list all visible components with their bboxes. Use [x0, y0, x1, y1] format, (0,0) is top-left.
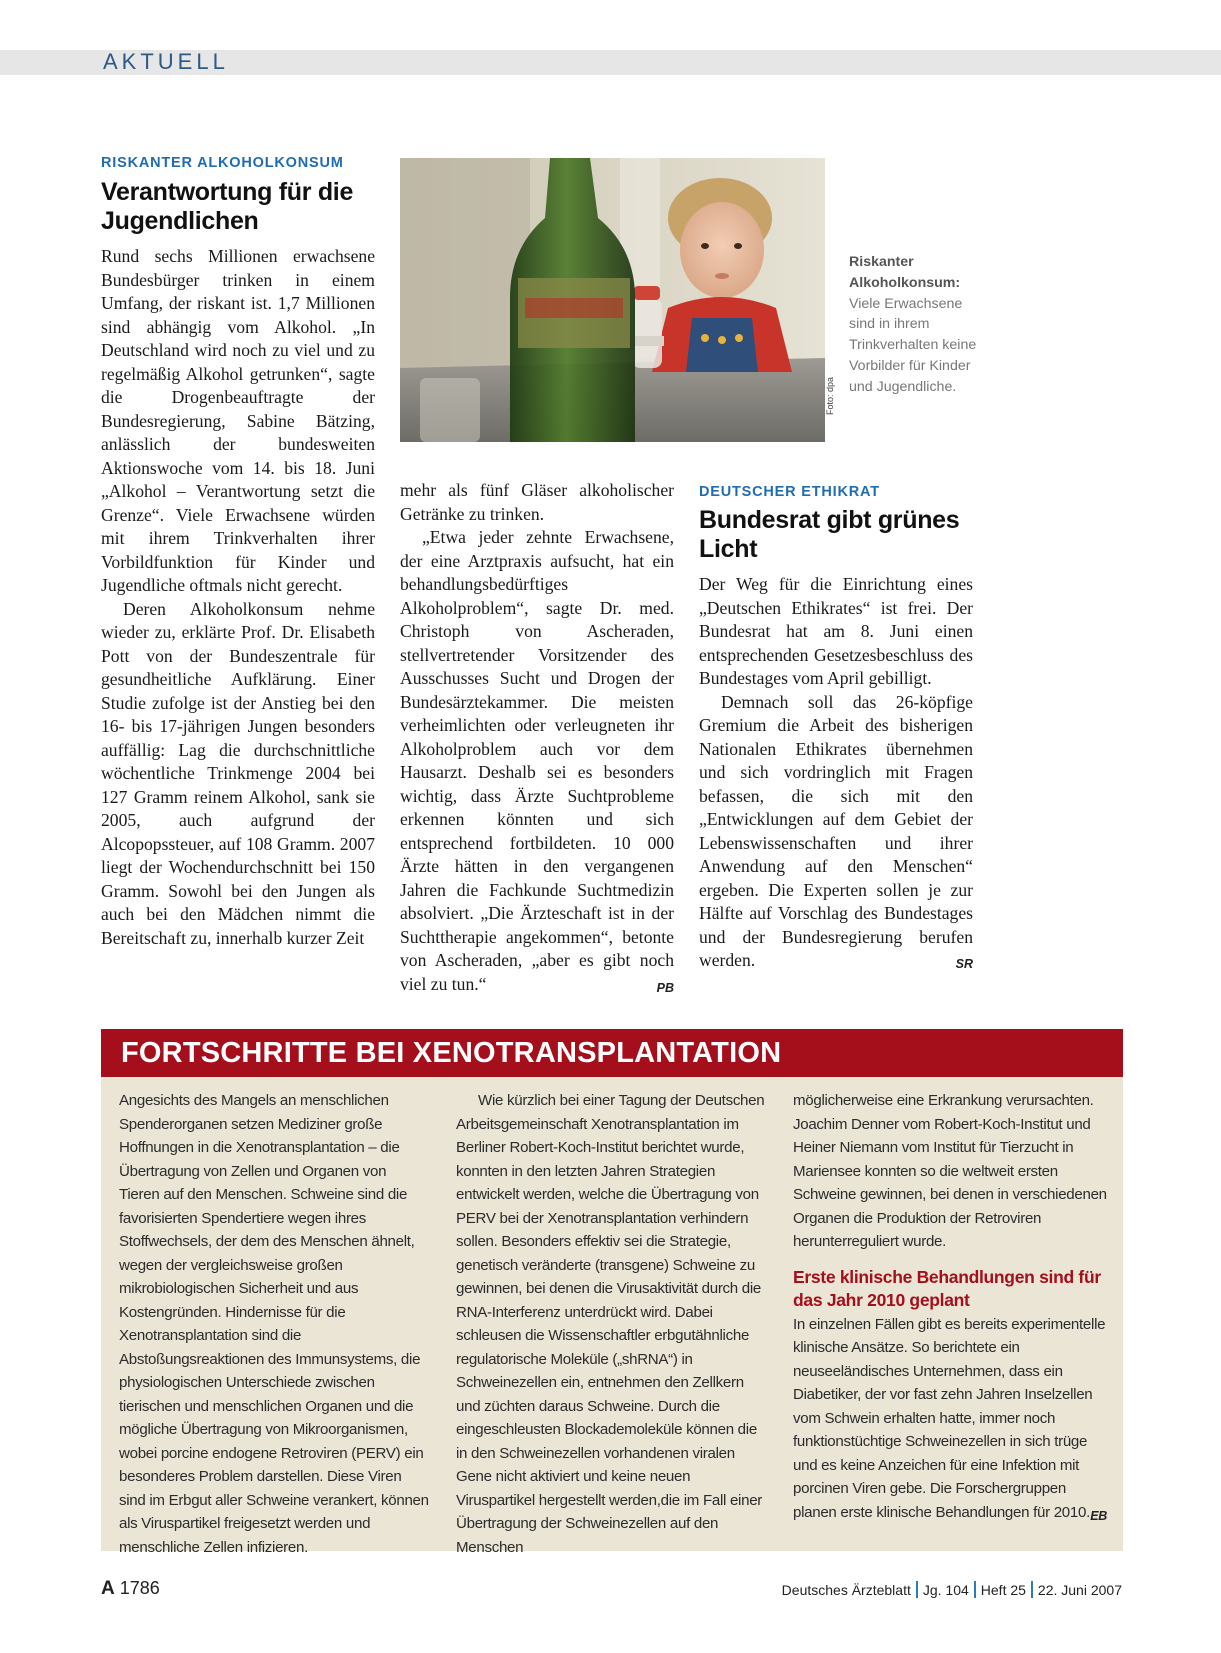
journal-issue: Heft 25: [980, 1582, 1026, 1598]
infobox-paragraph-4-text: In einzelnen Fällen gibt es bereits experimentelle klinische Ansätze. So berichtete ein neuseeländisches Unternehmen, dass ein Diabetiker, der vor fast zehn Jahren Inselzellen vom Schwein erhalten hatte, immer noch funktionstüchtige Schweinezellen in sich trüge und es keine Anzeichen für eine Infektion mit porcinen Viren gebe. Die Forschergruppen planen erste klinische Behandlungen für 2010.: [793, 1315, 1106, 1521]
infobox-paragraph-3: möglicherweise eine Erkrankung verursachten. Joachim Denner vom Robert-Koch-Institut und Heiner Niemann vom Institut für Tierzucht in Mariensee konnten so die weltweit ersten Schweine gewinnen, bei denen in verschiedenen Organen die Produktion der Retroviren herunterreguliert wurde.: [793, 1092, 1107, 1250]
footer-separator: [974, 1581, 976, 1598]
infobox-column-3: [793, 1089, 1107, 1528]
journal-volume: Jg. 104: [922, 1582, 969, 1598]
article2-paragraph-2-text: Demnach soll das 26-köpfige Gremium die Arbeit des bisherigen Nationalen Ethikrates übernehmen und sich vordringlich mit Fragen befassen, die sich mit den „Entwicklungen auf dem Gebiet der Lebenswissenschaften und ihrer Anwendung auf den Menschen“ ergeben. Die Experten sollen je zur Hälfte auf Vorschlag des Bundestages und der Bundesregierung berufen werden.: [699, 691, 973, 970]
infobox-title: FORTSCHRITTE BEI XENOTRANSPLANTATION: [121, 1037, 782, 1069]
section-label: AKTUELL: [103, 49, 229, 74]
page-number-value: 1786: [119, 1578, 160, 1598]
article1-column-2: [400, 479, 674, 1000]
article1-paragraph-3: mehr als fünf Gläser alkoholischer Getränke zu trinken.: [400, 480, 674, 524]
page-number: [101, 1578, 160, 1600]
footer-separator: [916, 1581, 918, 1598]
infobox-subheading: Erste klinische Behandlungen sind für das Jahr 2010 geplant: [793, 1266, 1101, 1310]
article1-column-1: [101, 245, 375, 950]
infobox-column-2: [456, 1089, 766, 1559]
article1-headline: Verantwortung für die Jugendlichen: [101, 178, 354, 235]
photo-credit: Foto: dpa: [825, 376, 835, 415]
article2-author-signature: SR: [955, 957, 973, 971]
article2-paragraph-2: [699, 691, 973, 973]
article1-author-signature: PB: [656, 980, 674, 995]
infobox-author-signature: EB: [1090, 1508, 1107, 1523]
article1-paragraph-2: Deren Alkoholkonsum nehme wieder zu, erklärte Prof. Dr. Elisabeth Pott von der Bundeszentrale für gesundheitliche Aufklärung. Einer Studie zufolge ist der Anstieg bei den 16- bis 17-jährigen Jungen besonders auffällig: Lag die durchschnittliche wöchentliche Trinkmenge 2004 bei 127 Gramm reinem Alkohol, sank sie 2005, auch aufgrund der Alcopopssteuer, auf 108 Gramm. 2007 liegt der Wochendurchschnitt bei 150 Gramm. Sowohl bei den Jungen als auch bei den Mädchen nimmt die Bereitschaft zu, innerhalb kurzer Zeit: [101, 598, 375, 948]
article2-paragraph-1: Der Weg für die Einrichtung eines „Deutschen Ethikrates“ ist frei. Der Bundesrat hat am 8. Juni einen entsprechenden Gesetzesbeschluss des Bundestages vom April gebilligt.: [699, 574, 973, 688]
article1-paragraph-4-text: „Etwa jeder zehnte Erwachsene, der eine Arztpraxis aufsucht, hat ein behandlungsbedürftiges Alkoholproblem“, sagte Dr. med. Christoph von Ascheraden, stellvertretender Vorsitzender des Ausschusses Sucht und Drogen der Bundesärztekammer. Die meisten verheimlichten oder verleugneten ihr Alkoholproblem auch vor dem Hausarzt. Deshalb sei es besonders wichtig, dass Ärzte Suchtprobleme erkennen könnten und sich entsprechend fortbildeten. 10 000 Ärzte hätten in den vergangenen Jahren die Fachkunde Suchtmedizin absolviert. „Die Ärzteschaft ist in der Suchttherapie angekommen“, betonte von Ascheraden, „aber es gibt noch viel zu tun.“: [400, 527, 674, 994]
photo-caption-text: Viele Erwachsene sind in ihrem Trinkverhalten keine Vorbilder für Kinder und Jugendliche.: [849, 295, 977, 395]
infobox-paragraph-1: Angesichts des Mangels an menschlichen Spenderorganen setzen Mediziner große Hoffnungen in die Xenotransplantation – die Übertragung von Zellen und Organen von Tieren auf den Menschen. Schweine sind die favorisierten Spendertiere wegen ihres Stoffwechsels, der dem des Menschen ähnelt, wegen der vergleichsweise großen mikrobiologischen Sicherheit und aus Kostengründen. Hindernisse für die Xenotransplantation sind die Abstoßungsreaktionen des Immunsystems, die physiologischen Unterschiede zwischen tierischen und menschlichen Organen und die mögliche Übertragung von Mikroorganismen, wobei porcine endogene Retroviren (PERV) ein besonderes Problem darstellen. Diese Viren sind im Erbgut aller Schweine verankert, können als Viruspartikel freigesetzt werden und menschliche Zellen infizieren.: [119, 1092, 429, 1556]
journal-name: Deutsches Ärzteblatt: [781, 1582, 911, 1598]
infobox-column-1: [119, 1089, 429, 1559]
infobox-paragraph-2: Wie kürzlich bei einer Tagung der Deutschen Arbeitsgemeinschaft Xenotransplantation im Berliner Robert-Koch-Institut berichtet wurde, konnten in den letzten Jahren Strategien entwickelt werden, welche die Übertragung von PERV bei der Xenotransplantation verhindern sollen. Besonders effektiv sei die Strategie, genetisch veränderte (transgene) Schweine zu gewinnen, bei denen die Virusaktivität durch die RNA-Interferenz unterdrückt wird. Dabei schleusen die Wissenschaftler erbgutähnliche regulatorische Moleküle („shRNA“) in Schweinezellen ein, entnehmen den Zellkern und züchten daraus Schweine. Durch die eingeschleusten Blockademoleküle können die in den Schweinezellen vorhandenen viralen Gene nicht aktiviert und keine neuen Viruspartikel hergestellt werden,die im Fall einer Übertragung der Schweinezellen auf den Menschen: [456, 1092, 765, 1556]
article2-kicker: DEUTSCHER ETHIKRAT: [699, 484, 880, 500]
footer-separator: [1031, 1581, 1033, 1598]
article1-paragraph-1: Rund sechs Millionen erwachsene Bundesbürger trinken in einem Umfang, der riskant ist. 1,7 Millionen sind abhängig vom Alkohol. „In Deutschland wird noch zu viel und zu regelmäßig Alkohol getrunken“, sagte die Drogenbeauftragte der Bundesregierung, Sabine Bätzing, anlässlich der bundesweiten Aktionswoche vom 14. bis 18. Juni „Alkohol – Verantwortung setzt die Grenze“. Viele Erwachsene würden mit ihrem Trinkverhalten ihrer Vorbildfunktion für Kinder und Jugendliche oftmals nicht gerecht.: [101, 246, 375, 595]
infobox-paragraph-4: [793, 1313, 1107, 1525]
article-photo-child-with-bottles: [400, 158, 825, 442]
journal-date: 22. Juni 2007: [1037, 1582, 1122, 1598]
article2-body: [699, 573, 973, 977]
page-prefix: A: [101, 1578, 115, 1599]
article2-headline: Bundesrat gibt grünes Licht: [699, 506, 960, 563]
photo-caption-lead: Riskanter Alkoholkonsum:: [849, 254, 961, 291]
article1-kicker: RISKANTER ALKOHOLKONSUM: [101, 155, 344, 171]
photo-caption: [849, 252, 989, 398]
article1-paragraph-4: [400, 526, 674, 996]
journal-info: [782, 1581, 1122, 1598]
